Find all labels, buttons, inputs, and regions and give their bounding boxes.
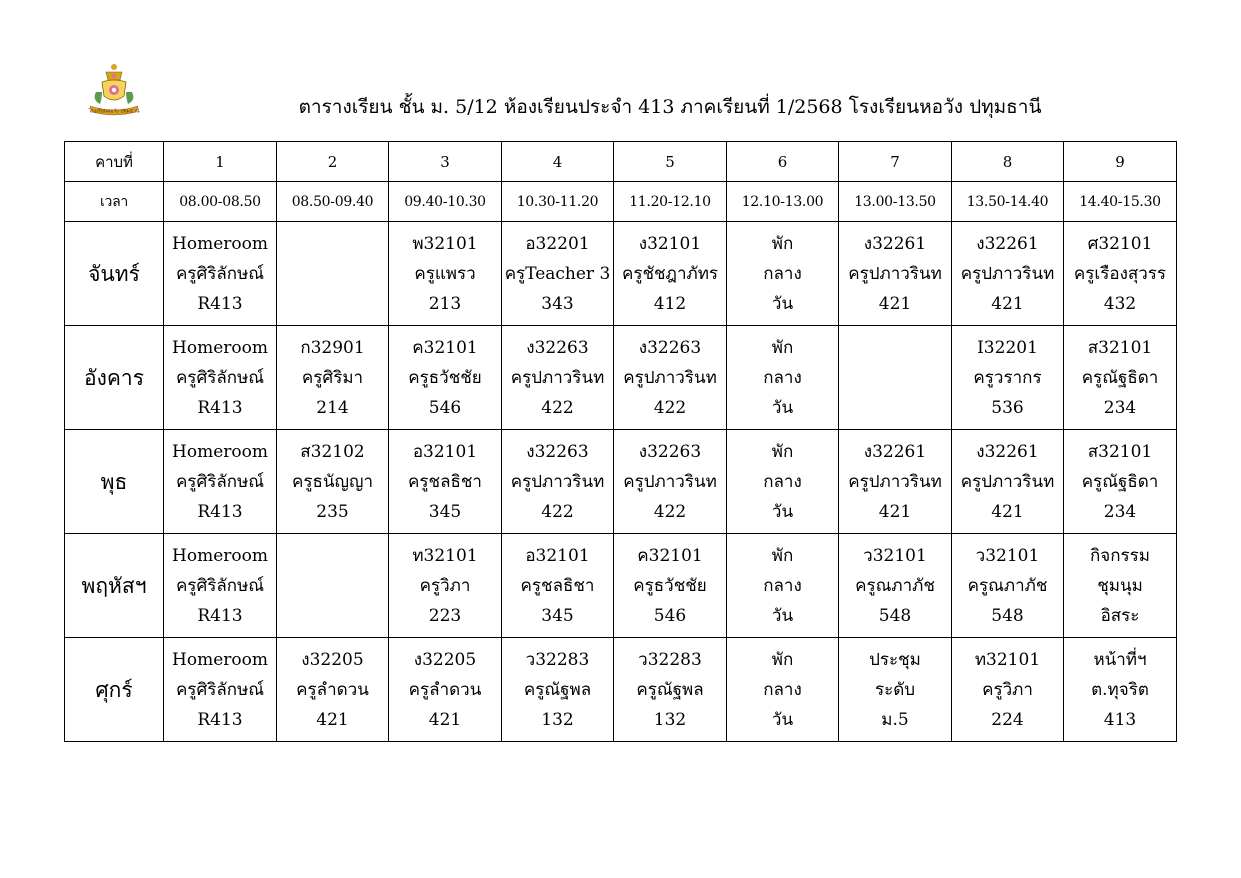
subject-code: ง32205: [301, 649, 364, 670]
room-number: 345: [428, 501, 462, 522]
logo-caption: โรงเรียนหอวัง ปทุมธานี: [88, 108, 140, 115]
subject-code: ง32263: [638, 441, 702, 462]
teacher-name: ครูณัฐพล: [523, 679, 592, 700]
class-cell: [277, 326, 389, 430]
class-cell: [614, 638, 727, 742]
class-cell: [389, 638, 502, 742]
teacher-name: ครูศิริลักษณ์: [175, 367, 265, 388]
day-row: [65, 430, 1177, 534]
period-time: 14.40-15.30: [1064, 182, 1177, 222]
subject-code: ประชุม: [869, 649, 921, 670]
teacher-name: กลาง: [763, 471, 802, 492]
teacher-name: ครูปภาวรินท: [623, 367, 717, 388]
period-number: 4: [502, 142, 614, 182]
subject-code: ง32263: [526, 441, 589, 462]
class-cell: [502, 430, 614, 534]
day-label: ศุกร์: [65, 638, 164, 742]
period-time: 12.10-13.00: [727, 182, 839, 222]
room-number: ม.5: [881, 709, 909, 730]
room-number: R413: [197, 397, 243, 418]
subject-code: พัก: [771, 233, 794, 254]
room-number: R413: [197, 605, 243, 626]
class-cell: [839, 222, 952, 326]
room-number: 422: [541, 501, 574, 522]
room-number: วัน: [771, 501, 794, 522]
teacher-name: กลาง: [763, 575, 802, 596]
teacher-name: ครูณัฐธิดา: [1081, 471, 1159, 492]
room-number: R413: [197, 709, 243, 730]
subject-code: ง32261: [976, 233, 1039, 254]
page-title: ตารางเรียน ชั้น ม. 5/12 ห้องเรียนประจำ 413 ภาคเรียนที่ 1/2568 โรงเรียนหอวัง ปทุมธานี: [298, 96, 1042, 118]
room-number: 548: [991, 605, 1024, 626]
teacher-name: ครูธวัชชัย: [633, 575, 707, 596]
room-number: 421: [428, 709, 462, 730]
subject-code: ว32101: [863, 545, 927, 566]
subject-code: ง32261: [863, 441, 927, 462]
day-row: [65, 638, 1177, 742]
class-cell: [164, 430, 277, 534]
room-number: 422: [541, 397, 574, 418]
subject-code: ง32101: [638, 233, 702, 254]
class-cell: [952, 638, 1064, 742]
teacher-name: ครูศิริลักษณ์: [175, 263, 265, 284]
empty-cell: [277, 534, 389, 638]
subject-code: ก32901: [300, 337, 365, 358]
teacher-name: ครูปภาวรินท: [510, 471, 605, 492]
day-label: จันทร์: [65, 222, 164, 326]
class-cell: [164, 534, 277, 638]
class-cell: [277, 430, 389, 534]
teacher-name: ครูวรากร: [973, 367, 1042, 388]
subject-code: กิจกรรม: [1089, 545, 1150, 566]
subject-code: อ32101: [412, 441, 478, 462]
teacher-name: ครูวิภา: [419, 575, 471, 596]
period-time: 08.00-08.50: [164, 182, 277, 222]
teacher-name: ชุมนุม: [1097, 575, 1143, 596]
subject-code: ง32263: [526, 337, 589, 358]
teacher-name: ครูลำดวน: [296, 679, 369, 700]
period-header-row: [65, 142, 1177, 182]
teacher-name: ครูแพรว: [414, 263, 476, 284]
teacher-name: ครูธวัชชัย: [408, 367, 482, 388]
room-number: 413: [1103, 709, 1137, 730]
class-cell: [164, 326, 277, 430]
day-row: [65, 326, 1177, 430]
class-cell: [839, 534, 952, 638]
day-label: พฤหัสฯ: [65, 534, 164, 638]
room-number: 214: [316, 397, 349, 418]
timetable: [64, 141, 1177, 742]
class-cell: [502, 222, 614, 326]
room-number: 422: [653, 397, 687, 418]
room-number: 421: [991, 293, 1024, 314]
class-cell: [164, 638, 277, 742]
period-number: 9: [1064, 142, 1177, 182]
subject-code: พัก: [771, 337, 794, 358]
room-number: 213: [428, 293, 462, 314]
class-cell: [1064, 326, 1177, 430]
subject-code: Homeroom: [172, 649, 268, 670]
subject-code: ค32101: [637, 545, 703, 566]
subject-code: ง32205: [413, 649, 477, 670]
subject-code: ส32101: [1087, 441, 1153, 462]
class-cell: [614, 430, 727, 534]
period-time: 11.20-12.10: [614, 182, 727, 222]
teacher-name: ครูปภาวรินท: [623, 471, 717, 492]
subject-code: พัก: [771, 441, 794, 462]
room-number: 548: [878, 605, 912, 626]
period-time: 13.50-14.40: [952, 182, 1064, 222]
teacher-name: ครูศิริมา: [301, 367, 364, 388]
period-number: 3: [389, 142, 502, 182]
room-number: อิสระ: [1100, 605, 1140, 626]
empty-cell: [277, 222, 389, 326]
teacher-name: ครูศิริลักษณ์: [175, 575, 265, 596]
class-cell: [614, 534, 727, 638]
subject-code: อ32101: [525, 545, 590, 566]
period-time: 09.40-10.30: [389, 182, 502, 222]
teacher-name: ครูชลธิชา: [520, 575, 595, 596]
teacher-name: ครูวิภา: [982, 679, 1033, 700]
teacher-name: ระดับ: [874, 679, 916, 700]
teacher-name: ครูปภาวรินท: [848, 471, 942, 492]
subject-code: ว32101: [975, 545, 1040, 566]
subject-code: พ32101: [412, 233, 478, 254]
subject-code: ว32283: [525, 649, 590, 670]
room-number: 421: [991, 501, 1024, 522]
class-cell: [502, 638, 614, 742]
teacher-name: ครูปภาวรินท: [510, 367, 605, 388]
teacher-name: ครูลำดวน: [408, 679, 482, 700]
class-cell: [727, 326, 839, 430]
day-label: อังคาร: [65, 326, 164, 430]
room-number: 234: [1103, 397, 1137, 418]
room-number: 235: [316, 501, 349, 522]
room-number: วัน: [771, 605, 794, 626]
class-cell: [614, 222, 727, 326]
subject-code: ส32101: [1087, 337, 1153, 358]
subject-code: พัก: [771, 649, 794, 670]
class-cell: [389, 326, 502, 430]
class-cell: [839, 638, 952, 742]
class-cell: [1064, 534, 1177, 638]
subject-code: ท32101: [974, 649, 1041, 670]
class-cell: [502, 326, 614, 430]
school-crest-logo: [82, 62, 146, 118]
subject-code: ศ32101: [1087, 233, 1153, 254]
day-label: พุธ: [65, 430, 164, 534]
teacher-name: ครูณภาภัช: [855, 575, 935, 596]
class-cell: [389, 534, 502, 638]
subject-code: Homeroom: [172, 337, 268, 358]
room-number: 422: [653, 501, 687, 522]
teacher-name: ต.ทุจริต: [1091, 679, 1149, 700]
class-cell: [952, 326, 1064, 430]
time-header-label: เวลา: [65, 182, 164, 222]
period-number: 1: [164, 142, 277, 182]
subject-code: หน้าที่ฯ: [1093, 649, 1147, 670]
class-cell: [1064, 430, 1177, 534]
empty-cell: [839, 326, 952, 430]
teacher-name: ครูปภาวรินท: [848, 263, 942, 284]
class-cell: [727, 222, 839, 326]
class-cell: [1064, 222, 1177, 326]
room-number: R413: [197, 293, 243, 314]
subject-code: ว32283: [638, 649, 702, 670]
subject-code: Homeroom: [172, 233, 268, 254]
day-row: [65, 222, 1177, 326]
subject-code: ค32101: [412, 337, 478, 358]
subject-code: ง32263: [638, 337, 702, 358]
class-cell: [389, 430, 502, 534]
period-header-label: คาบที่: [65, 142, 164, 182]
room-number: 345: [541, 605, 574, 626]
teacher-name: ครูปภาวรินท: [960, 471, 1055, 492]
class-cell: [389, 222, 502, 326]
room-number: 421: [316, 709, 349, 730]
class-cell: [277, 638, 389, 742]
class-cell: [952, 222, 1064, 326]
period-number: 2: [277, 142, 389, 182]
teacher-name: ครูTeacher 3: [504, 263, 611, 284]
class-cell: [1064, 638, 1177, 742]
teacher-name: ครูธนัญญา: [291, 471, 373, 492]
teacher-name: ครูเรืองสุวรร: [1073, 263, 1167, 284]
teacher-name: ครูชัชฎาภัทร: [621, 263, 719, 284]
room-number: 132: [541, 709, 574, 730]
teacher-name: กลาง: [763, 679, 802, 700]
room-number: 536: [991, 397, 1024, 418]
teacher-name: กลาง: [763, 263, 802, 284]
class-cell: [952, 534, 1064, 638]
class-cell: [727, 430, 839, 534]
subject-code: Homeroom: [172, 441, 268, 462]
period-number: 8: [952, 142, 1064, 182]
subject-code: I32201: [977, 337, 1038, 358]
teacher-name: ครูณภาภัช: [967, 575, 1048, 596]
period-time: 10.30-11.20: [502, 182, 614, 222]
teacher-name: ครูณัฐพล: [636, 679, 704, 700]
room-number: 421: [878, 501, 912, 522]
class-cell: [502, 534, 614, 638]
period-time: 08.50-09.40: [277, 182, 389, 222]
room-number: 546: [653, 605, 687, 626]
period-time: 13.00-13.50: [839, 182, 952, 222]
subject-code: ท32101: [412, 545, 478, 566]
day-row: [65, 534, 1177, 638]
period-number: 7: [839, 142, 952, 182]
teacher-name: ครูศิริลักษณ์: [175, 471, 265, 492]
period-number: 6: [727, 142, 839, 182]
teacher-name: ครูศิริลักษณ์: [175, 679, 265, 700]
room-number: R413: [197, 501, 243, 522]
subject-code: Homeroom: [172, 545, 268, 566]
subject-code: อ32201: [525, 233, 590, 254]
subject-code: ง32261: [863, 233, 927, 254]
room-number: 343: [541, 293, 574, 314]
teacher-name: ครูชลธิชา: [408, 471, 482, 492]
room-number: 223: [428, 605, 462, 626]
room-number: 421: [878, 293, 912, 314]
class-cell: [727, 534, 839, 638]
class-cell: [614, 326, 727, 430]
teacher-name: ครูปภาวรินท: [960, 263, 1055, 284]
room-number: 546: [428, 397, 462, 418]
class-cell: [952, 430, 1064, 534]
class-cell: [727, 638, 839, 742]
teacher-name: ครูณัฐธิดา: [1081, 367, 1159, 388]
room-number: 224: [991, 709, 1024, 730]
class-cell: [839, 430, 952, 534]
room-number: 432: [1103, 293, 1137, 314]
room-number: 132: [653, 709, 687, 730]
subject-code: พัก: [771, 545, 794, 566]
room-number: วัน: [771, 293, 794, 314]
time-header-row: [65, 182, 1177, 222]
subject-code: ส32102: [300, 441, 365, 462]
room-number: วัน: [771, 397, 794, 418]
teacher-name: กลาง: [763, 367, 802, 388]
period-number: 5: [614, 142, 727, 182]
room-number: 412: [653, 293, 687, 314]
room-number: 234: [1103, 501, 1137, 522]
subject-code: ง32261: [976, 441, 1039, 462]
room-number: วัน: [771, 709, 794, 730]
class-cell: [164, 222, 277, 326]
